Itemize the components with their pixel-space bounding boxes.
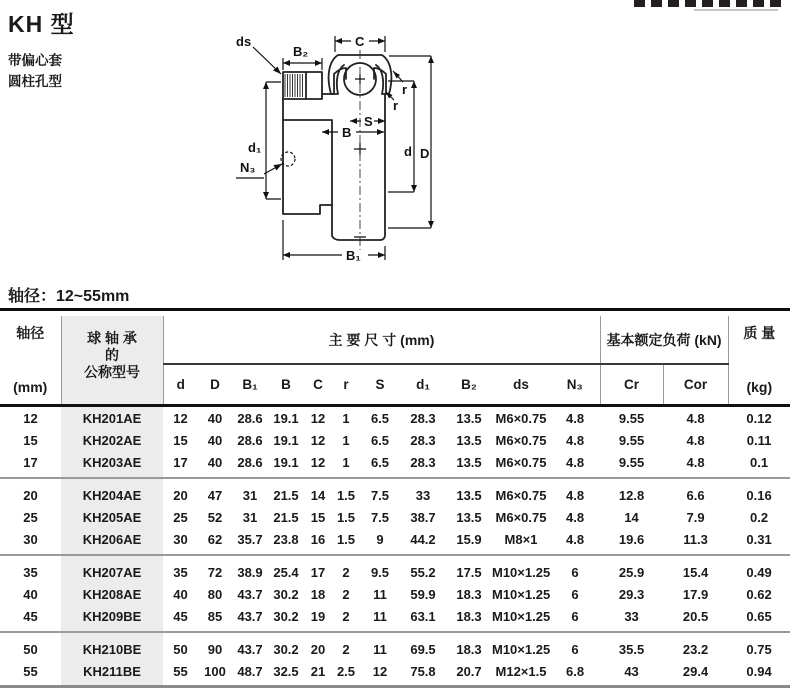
table-cell: 75.8 [410,663,436,679]
table-cell: 1 [342,410,350,426]
table-cell: M6×0.75 [495,487,547,503]
table-cell: 12 [372,663,388,679]
table-cell: KH203AE [61,451,163,473]
table-row [0,561,790,583]
separator-cell [0,682,790,687]
table-cell: 23.8 [273,531,299,547]
table-cell: 21 [310,663,326,679]
table-cell: KH201AE [61,406,163,430]
table-row [0,528,790,550]
header-col-N3: N₃ [550,364,600,405]
dim-label-b2: B₂ [293,44,309,59]
b-arrow-r [377,129,384,135]
table-cell: 1.5 [336,487,356,503]
table-cell: 25 [173,509,188,525]
table-cell: M10×1.25 [492,564,551,580]
table-cell: 20 [173,487,188,503]
table-cell: 4.8 [565,432,585,448]
b2-arrow-r [315,60,322,66]
table-cell: 43.7 [237,586,263,602]
table-row [0,660,790,682]
table-cell: 13.5 [456,454,482,470]
d1-arrow-b [263,192,269,199]
table-cell: 13.5 [456,509,482,525]
table-cell: 4.8 [565,509,585,525]
header-load-rating-group: 基本额定负荷 (kN) [600,316,728,364]
subtitle-line-2: 圆柱孔型 [8,74,62,89]
table-row [0,451,790,473]
table-cell: KH209BE [61,605,163,627]
table-cell: 18.3 [456,608,482,624]
separator-cell [0,550,790,561]
table-cell: 12 [310,454,326,470]
table-cell: 15 [23,432,38,448]
table-cell: 0.11 [746,432,772,448]
dim-label-n3: N₃ [240,160,256,175]
table-cell: 45 [23,608,38,624]
table-cell: 0.16 [746,487,772,503]
table-row [0,406,790,430]
table-cell: 47 [207,487,223,503]
table-cell: 38.9 [237,564,263,580]
table-row [0,605,790,627]
table-cell: 40 [23,586,38,602]
table-cell: 28.6 [237,454,263,470]
table-cell: 0.75 [746,641,772,657]
table-cell: M12×1.5 [495,663,547,679]
table-pad-row [0,682,790,687]
table-cell: 30 [23,531,38,547]
table-cell: 35.7 [237,531,263,547]
table-cell: 43.7 [237,641,263,657]
dim-label-b1: B₁ [346,248,361,263]
table-cell: M6×0.75 [495,509,547,525]
table-cell: 52 [207,509,223,525]
header-mass-label: 质 量 [743,325,776,341]
table-cell: 25.9 [618,564,645,580]
table-cell: 2 [342,586,350,602]
table-cell: 4.8 [686,432,705,448]
table-cell: 9.5 [370,564,390,580]
table-cell: 35 [23,564,38,580]
table-cell: 69.5 [410,641,436,657]
header-col-Cr: Cr [600,364,663,405]
table-cell: 55 [23,663,38,679]
dim-label-d1: d₁ [248,140,262,155]
table-cell: KH205AE [61,506,163,528]
dd-arrow-t [428,56,434,63]
table-cell: 12 [310,410,326,426]
table-sep-row [0,627,790,638]
table-cell: 28.3 [410,432,436,448]
header-col-B: B [268,364,304,405]
header-mass-unit: (kg) [746,379,773,395]
header-col-B1: B₁ [232,364,268,405]
table-cell: 12.8 [618,487,645,503]
section-divider-rule [0,308,790,311]
table-cell: 40 [173,586,188,602]
table-cell: 100 [204,663,226,679]
header-main-dimensions-group: 主 要 尺 寸 (mm) [163,316,600,364]
table-cell: 80 [207,586,223,602]
table-cell: 4.8 [565,410,585,426]
table-cell: 43 [624,663,639,679]
table-cell: 0.1 [750,454,769,470]
table-row [0,506,790,528]
table-cell: 19.1 [273,454,299,470]
table-cell: 2.5 [336,663,356,679]
table-cell: 18 [310,586,326,602]
d-arrow-t [411,81,417,88]
table-cell: 1.5 [336,531,356,547]
table-cell: 7.9 [686,509,705,525]
separator-cell [0,473,790,484]
n3-arrowhead [274,164,283,171]
table-cell: 11 [373,608,387,624]
table-cell: 4.8 [686,454,705,470]
table-cell: 4.8 [565,454,585,470]
dim-label-c: C [355,34,365,49]
table-cell: 28.3 [410,454,436,470]
dim-label-ds: ds [236,34,252,49]
table-cell: M10×1.25 [492,608,551,624]
table-cell: 35 [173,564,188,580]
page-title: KH 型 [8,11,75,37]
table-cell: 90 [207,641,223,657]
table-cell: 13.5 [456,432,482,448]
dim-label-s: S [364,114,373,129]
table-cell: 14 [624,509,639,525]
table-cell: 17.9 [682,586,709,602]
table-cell: 11 [373,641,387,657]
b2-arrow-l [283,60,290,66]
table-cell: 9 [376,531,384,547]
table-cell: 28.3 [410,410,436,426]
table-cell: 6.6 [686,487,705,503]
table-cell: 31 [242,509,258,525]
table-cell: 17.5 [456,564,482,580]
table-cell: 31 [242,487,258,503]
table-cell: 17 [173,454,188,470]
table-cell: 6.5 [370,410,390,426]
dd-dim [388,56,431,228]
table-cell: 0.65 [746,608,772,624]
header-model-line3: 公称型号 [84,363,140,380]
header-shaft-label: 轴径 [16,325,45,341]
table-cell: 35.5 [618,641,645,657]
table-cell: 0.31 [746,531,772,547]
table-cell: 40 [207,454,223,470]
table-cell: 4.8 [565,531,585,547]
header-col-B2: B₂ [446,364,492,405]
header-shaft-diameter [0,316,61,406]
table-cell: 4.8 [686,410,705,426]
table-cell: M10×1.25 [492,641,551,657]
table-cell: 2 [342,641,350,657]
table-cell: 9.55 [618,432,645,448]
table-cell: 19.1 [273,432,299,448]
table-cell: KH206AE [61,528,163,550]
header-model-line1: 球 轴 承 [87,329,137,346]
table-cell: M6×0.75 [495,410,547,426]
dim-label-r1: r [402,82,408,97]
table-body [0,406,790,687]
table-cell: 40 [207,410,223,426]
table-cell: 12 [173,410,188,426]
table-cell: 0.12 [746,410,772,426]
dim-label-b: B [342,125,352,140]
table-cell: 19.6 [618,531,645,547]
table-cell: 1 [342,432,350,448]
table-cell: 0.62 [746,586,772,602]
table-cell: 19 [310,608,326,624]
table-cell: 29.4 [682,663,709,679]
table-cell: 9.55 [618,410,645,426]
dim-label-dd: D [420,146,430,161]
table-cell: M10×1.25 [492,586,551,602]
table-cell: KH207AE [61,561,163,583]
partial-logo-underline [694,9,778,11]
table-cell: 30 [173,531,188,547]
table-cell: 23.2 [682,641,709,657]
table-cell: 12 [23,410,38,426]
table-cell: 25.4 [273,564,299,580]
table-cell: 13.5 [456,410,482,426]
table-row [0,638,790,660]
table-cell: 33 [415,487,431,503]
table-cell: 28.6 [237,410,263,426]
table-cell: 21.5 [273,487,299,503]
table-cell: 15 [173,432,188,448]
table-cell: 6 [571,586,579,602]
table-cell: 29.3 [618,586,645,602]
table-cell: 6.5 [370,454,390,470]
spec-table-wrap [0,316,790,688]
table-cell: 63.1 [410,608,436,624]
bearing-cross-section-drawing [222,24,557,292]
table-cell: M6×0.75 [495,432,547,448]
d1-dim [266,82,281,199]
table-cell: 25 [23,509,38,525]
c-arrow-l [335,38,342,44]
table-cell: 15 [310,509,326,525]
table-cell: 40 [207,432,223,448]
table-cell: 11.3 [683,531,708,547]
table-cell: 11 [373,586,387,602]
knurl-hatch [285,74,303,97]
dim-label-d: d [404,144,412,159]
table-cell: 1.5 [336,509,356,525]
table-cell: 6 [571,608,579,624]
table-cell: 13.5 [456,487,482,503]
table-row [0,484,790,506]
table-cell: 20 [310,641,326,657]
table-cell: 20.5 [682,608,709,624]
table-cell: 6.5 [370,432,390,448]
header-mass [728,316,790,406]
table-cell: 0.94 [746,663,772,679]
b1-arrow-r [378,252,385,258]
header-col-d: d [163,364,198,405]
table-cell: 15.4 [682,564,709,580]
table-cell: 18.3 [456,641,482,657]
table-cell: 20 [23,487,38,503]
header-col-r: r [332,364,360,405]
table-cell: KH204AE [61,484,163,506]
table-cell: 14 [310,487,326,503]
table-cell: 55.2 [410,564,436,580]
table-cell: 1 [342,454,350,470]
s-arrow-l [350,118,357,124]
table-cell: 28.6 [237,432,263,448]
table-cell: 15.9 [456,531,482,547]
b-arrow-l [322,129,329,135]
table-cell: 38.7 [410,509,436,525]
d1-arrow-t [263,82,269,89]
table-cell: 6.8 [565,663,585,679]
table-cell: 20.7 [456,663,482,679]
header-col-S: S [360,364,400,405]
shaft-diameter-range: 轴径：12~55mm [8,288,130,305]
table-cell: 55 [173,663,188,679]
table-cell: 17 [310,564,326,580]
header-model-line2: 的 [105,346,119,363]
table-cell: 48.7 [237,663,263,679]
table-cell: 44.2 [410,531,436,547]
subtitle-line-1: 带偏心套 [8,53,62,68]
dim-label-r2: r [393,98,399,113]
table-cell: 2 [342,608,350,624]
table-cell: M6×0.75 [495,454,547,470]
dd-arrow-b [428,221,434,228]
table-cell: 45 [173,608,188,624]
header-col-D: D [198,364,232,405]
table-row [0,429,790,451]
table-cell: 30.2 [273,608,299,624]
table-cell: 16 [310,531,326,547]
table-cell: 50 [173,641,188,657]
table-cell: KH210BE [61,638,163,660]
header-model [61,316,163,406]
s-arrow-r [378,118,385,124]
table-sep-row [0,550,790,561]
table-cell: 12 [310,432,326,448]
table-cell: 2 [342,564,350,580]
header-col-C: C [304,364,332,405]
table-cell: 50 [23,641,38,657]
table-cell: 43.7 [237,608,263,624]
table-cell: 4.8 [565,487,585,503]
table-sep-row [0,473,790,484]
table-cell: 85 [207,608,223,624]
table-cell: 30.2 [273,586,299,602]
header-col-Cor: Cor [663,364,728,405]
table-cell: 59.9 [410,586,436,602]
c-arrow-r [378,38,385,44]
table-cell: 21.5 [273,509,299,525]
table-cell: 62 [207,531,223,547]
table-cell: M8×1 [504,531,538,547]
table-cell: 0.2 [750,509,769,525]
table-cell: KH202AE [61,429,163,451]
bearing-type-description [8,50,62,92]
table-cell: 0.49 [746,564,772,580]
table-cell: 9.55 [618,454,645,470]
table-cell: 17 [23,454,38,470]
ball-center-cross [355,74,365,84]
table-cell: 72 [207,564,223,580]
partial-logo-icon [634,0,784,7]
table-cell: 30.2 [273,641,299,657]
header-shaft-unit: (mm) [13,379,48,395]
b1-arrow-l [283,252,290,258]
header-col-ds: ds [492,364,550,405]
header-col-d1: d₁ [400,364,446,405]
spec-table [0,316,790,688]
table-cell: KH208AE [61,583,163,605]
table-header [0,316,790,406]
d-arrow-b [411,185,417,192]
table-cell: 6 [571,564,579,580]
table-cell: 32.5 [273,663,299,679]
table-cell: 6 [571,641,579,657]
table-cell: 7.5 [370,487,390,503]
table-row [0,583,790,605]
table-cell: 19.1 [273,410,299,426]
table-cell: 7.5 [370,509,390,525]
table-cell: 18.3 [456,586,482,602]
separator-cell [0,627,790,638]
table-cell: 33 [624,608,639,624]
table-cell: KH211BE [61,660,163,682]
